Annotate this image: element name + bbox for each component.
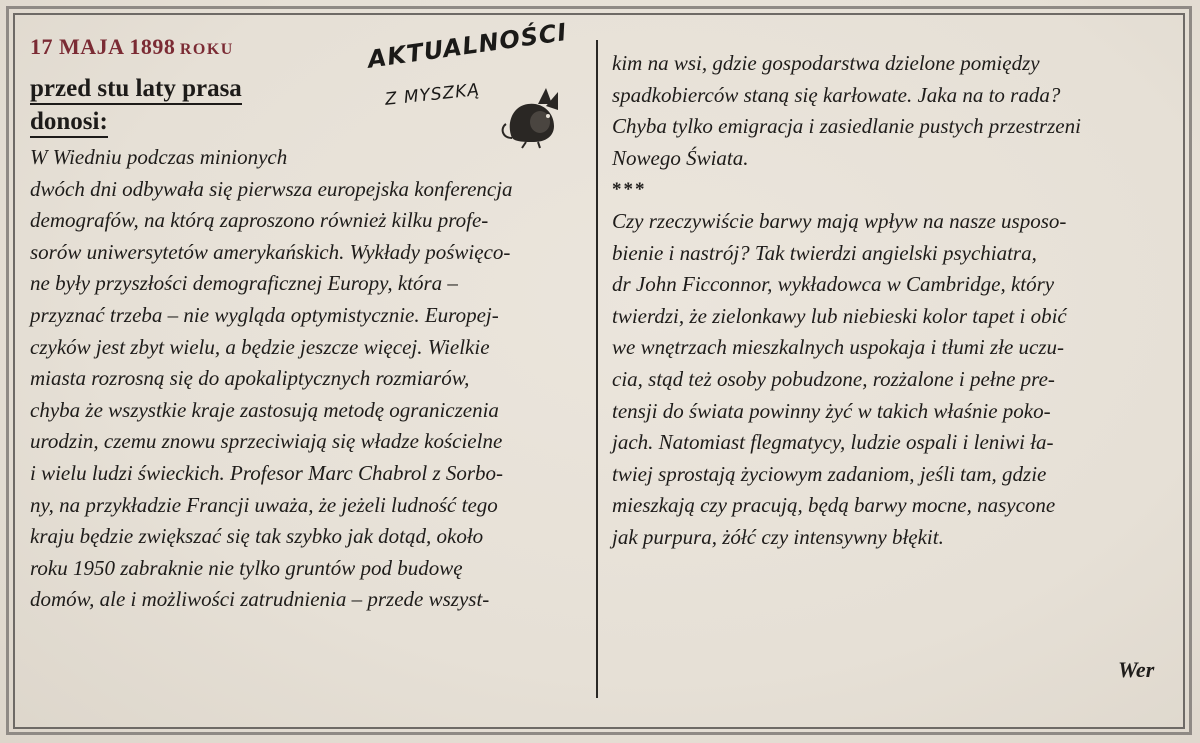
column-divider [596,40,598,698]
right-column-line: twiej sprostają życiowym zadaniom, jeśli tam, gdzie [612,461,1047,486]
column-logo [366,18,570,158]
right-column-line: jak purpura, żółć czy intensywny błękit. [612,524,944,549]
headline [30,72,320,138]
article-date [30,34,234,60]
right-column-line: jach. Natomiast flegmatycy, ludzie ospali i leniwi ła- [612,430,1054,455]
left-column-line: miasta rozrosną się do apokaliptycznych rozmiarów, [30,366,470,391]
left-column-line: W Wiedniu podczas minionych [30,145,288,169]
right-column-line: Chyba tylko emigracja i zasiedlanie pustych przestrzeni [612,114,1081,139]
left-column [30,142,578,616]
left-column-line: sorów uniwersytetów amerykańskich. Wykłady poświęco- [30,239,511,264]
right-column-line: we wnętrzach mieszkalnych uspokaja i tłumi złe uczu- [612,335,1065,360]
left-column-line: domów, ale i możliwości zatrudnienia – przede wszyst- [30,587,490,612]
left-column-line: przyznać trzeba – nie wygląda optymistycznie. Europej- [30,302,499,327]
headline-line-1: przed stu laty prasa [30,75,242,105]
author-signature: Wer [1118,657,1155,682]
left-column-line: ny, na przykładzie Francji uważa, że jeżeli ludność tego [30,492,498,517]
right-column-line: cia, stąd też osoby pobudzone, rozżalone i pełne pre- [612,366,1055,391]
left-column-line: kraju będzie zwiększać się tak szybko jak dotąd, około [30,524,484,549]
right-column-line: Czy rzeczywiście barwy mają wpływ na nasze usposo- [612,208,1067,233]
logo-title: AKTUALNOŚCI [366,18,570,74]
right-column-line: mieszkają czy pracują, będą barwy mocne, nasycone [612,493,1056,518]
right-column-line: kim na wsi, gdzie gospodarstwa dzielone pomiędzy [612,51,1040,75]
right-column-line: spadkobierców staną się karłowate. Jaka na to rada? [612,82,1061,107]
section-separator: *** [612,179,647,201]
left-column-line: i wielu ludzi świeckich. Profesor Marc Chabrol z Sorbo- [30,460,504,485]
date-main: 17 MAJA 1898 [30,34,176,59]
right-column-line: dr John Ficconnor, wykładowca w Cambridge, który [612,272,1055,297]
right-column-line: Nowego Świata. [612,145,749,170]
right-column-line: tensji do świata powinny żyć w takich właśnie poko- [612,398,1051,423]
right-column [612,48,1162,554]
date-suffix: ROKU [179,41,234,58]
logo-subtitle: Z MYSZKĄ [384,80,481,110]
left-column-line: roku 1950 zabraknie nie tylko gruntów pod budowę [30,555,463,580]
right-column-line: twierdzi, że zielonkawy lub niebieski kolor tapet i obić [612,303,1067,328]
mouse-icon [496,80,566,150]
left-column-line: urodzin, czemu znowu sprzeciwiają się władze kościelne [30,429,503,454]
left-column-line: chyba że wszystkie kraje zastosują metodę ograniczenia [30,397,499,422]
left-column-line: demografów, na którą zaproszono również kilku profe- [30,208,489,233]
left-column-line: dwóch dni odbywała się pierwsza europejska konferencja [30,176,513,201]
left-column-line: ne były przyszłości demograficznej Europy, która – [30,271,458,296]
left-column-line: czyków jest zbyt wielu, a będzie jeszcze więcej. Wielkie [30,334,490,359]
right-column-line: bienie i nastrój? Tak twierdzi angielski psychiatra, [612,240,1037,265]
headline-line-2: donosi: [30,108,108,138]
